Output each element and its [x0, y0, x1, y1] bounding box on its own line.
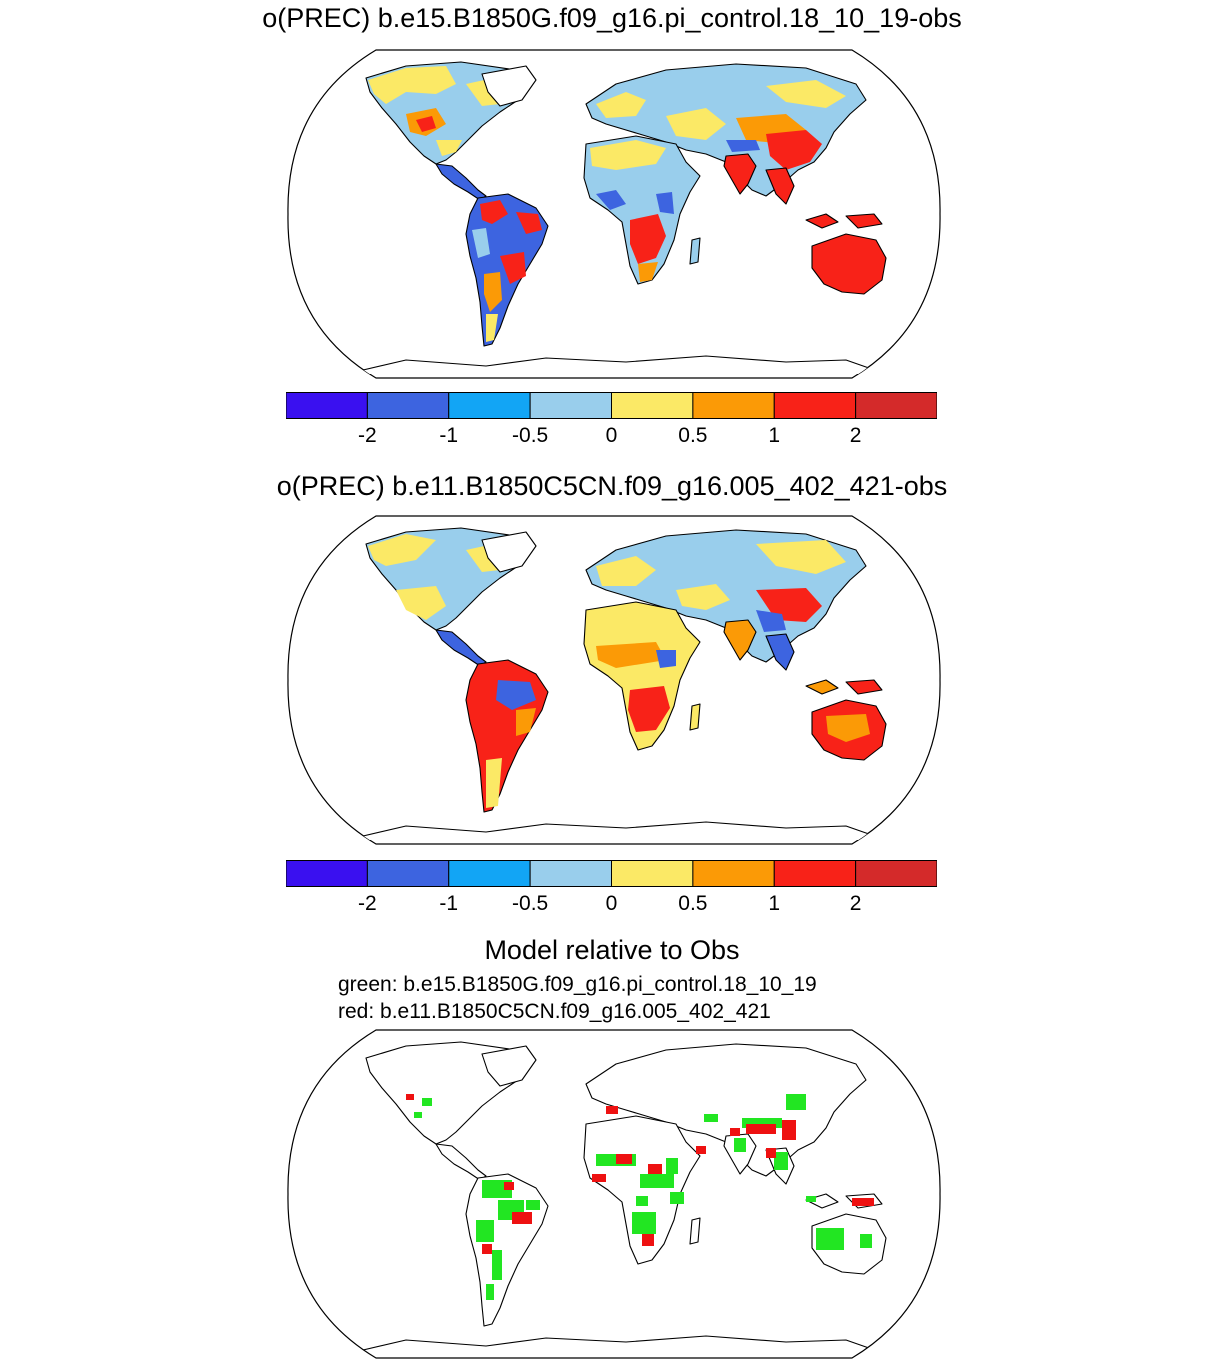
land-madagascar	[690, 238, 700, 264]
colorbar-cell	[856, 393, 937, 419]
land-madagascar	[690, 1218, 700, 1244]
colorbar-tick-label: 1	[768, 424, 781, 447]
panel-3-title: Model relative to Obs	[484, 935, 740, 965]
colorbar-2	[286, 860, 937, 887]
colorbar-1-labels	[0, 424, 1224, 450]
colorbar-cell	[449, 393, 530, 419]
colorbar-cell	[367, 861, 448, 887]
colorbar-cell	[286, 393, 367, 419]
land-madagascar	[690, 704, 700, 730]
colorbar-cell	[612, 861, 693, 887]
legend-red-line: red: b.e11.B1850C5CN.f09_g16.005_402_421	[338, 1000, 771, 1023]
colorbar-cell	[774, 861, 855, 887]
comparison-map	[286, 1024, 942, 1364]
colorbar-tick-label: -2	[358, 892, 377, 915]
colorbar-tick-label: -1	[439, 892, 459, 915]
colorbar-cell	[286, 861, 367, 887]
colorbar-cell	[856, 861, 937, 887]
colorbar-cell	[449, 861, 530, 887]
bias-map-2	[286, 510, 942, 850]
panel-2-title: o(PREC) b.e11.B1850C5CN.f09_g16.005_402_421-obs	[276, 471, 948, 501]
colorbar-1	[286, 392, 937, 419]
colorbar-tick-label: 2	[849, 424, 862, 447]
colorbar-cell	[530, 393, 611, 419]
colorbar-cell	[530, 861, 611, 887]
colorbar-tick-label: 0	[605, 424, 618, 447]
colorbar-cell	[693, 393, 774, 419]
colorbar-cell	[693, 861, 774, 887]
bias-map-1	[286, 44, 942, 384]
colorbar-cell	[612, 393, 693, 419]
colorbar-tick-label: 0	[605, 892, 618, 915]
colorbar-tick-label: -2	[358, 424, 377, 447]
panel-1-title: o(PREC) b.e15.B1850G.f09_g16.pi_control.18_10_19-obs	[262, 3, 962, 33]
colorbar-tick-label: 0.5	[678, 892, 708, 915]
colorbar-tick-label: -0.5	[512, 892, 549, 915]
legend-green-line: green: b.e15.B1850G.f09_g16.pi_control.18_10_19	[338, 973, 817, 996]
colorbar-2-labels	[0, 892, 1224, 918]
colorbar-tick-label: -0.5	[512, 424, 549, 447]
colorbar-tick-label: -1	[439, 424, 459, 447]
colorbar-cell	[774, 393, 855, 419]
colorbar-tick-label: 1	[768, 892, 781, 915]
colorbar-tick-label: 0.5	[678, 424, 708, 447]
colorbar-cell	[367, 393, 448, 419]
colorbar-tick-label: 2	[849, 892, 862, 915]
